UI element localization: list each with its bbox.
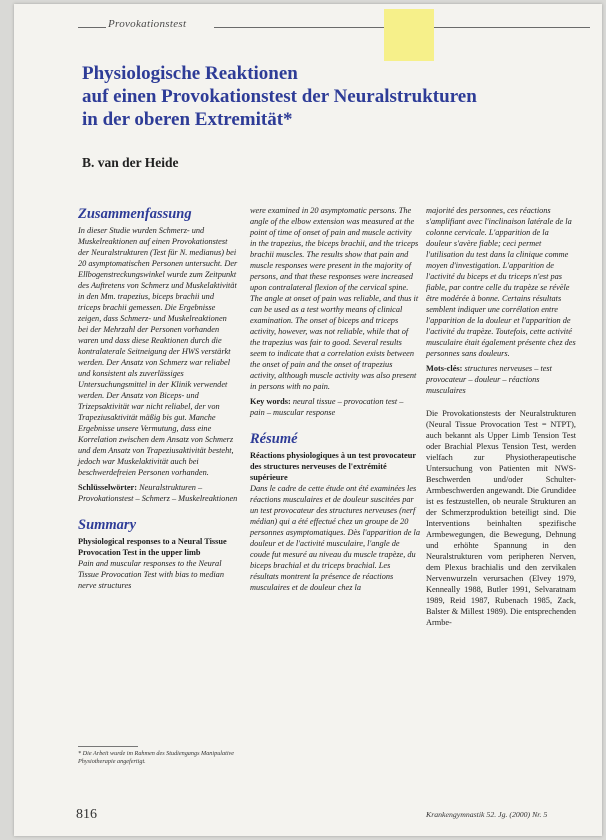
body-text-intro: Die Provokationstests der Neuralstrukturen (Neural Tissue Provocation Test = NTPT), auch bekannt als Upper Limb Tension Test oder Brachial Plexus Tension Test, werden vielfach zur Physiotherapeutische Untersuchung von Patienten mit NWS-Beschwerden und/oder Schulter-Armbeschwerden angewandt. Die Grundidee ist es festzustellen, ob neurale Strukturen an der Schmerzproduktion beteiligt sind. Die Interventions beinhalten spezifische Armbewegungen, die Bewegung, Dehnung und erhöhte Spannung in den Neuralstrukturen vom peripheren Nerven, dem Plexus brachialis und den zervikalen Nervenwurzeln verursachen (Elvey 1979, Kenneally 1988, Butler 1991, Selvaratnam 1989, Reid 1987, Rubenach 1985, Zack, Balster & Millest 1989). Die entsprechenden Armbe- [426,409,576,627]
author-name: B. van der Heide [82,155,179,170]
summary-text: Pain and muscular responses to the Neural Tissue Provocation Test with bias to median nerve structures [78,559,224,590]
column-middle [250,205,420,593]
journal-citation: Krankengymnastik 52. Jg. (2000) Nr. 5 [426,810,548,819]
keywords-de-label: Schlüsselwörter: [78,483,137,492]
title-line: Physiologische Reaktionen [82,63,298,84]
column-right [426,205,576,628]
column-left [78,205,238,591]
footnote: * Die Arbeit wurde im Rahmen des Studiengangs Manipulative Physiotherapie angefertigt. [78,750,235,765]
page-number: 816 [76,807,97,822]
resume-text: Dans le cadre de cette étude ont été examinées les réactions musculaires et de douleur suscitées par un test provocateur des structures nerveuses (nerf médian) qui a été effectué chez un groupe de 20 personnes asymptomatiques. Dès l'apparition de la douleur et de l'activité musculaire, l'angle de coude fut mesuré au niveau du muscle trapèze, du biceps brachial et du triceps brachial. Les résultats montrent la présence de réactions musculaires et de douleur chez la [250,484,421,592]
sticky-note [384,9,434,61]
keywords-en-label: Key words: [250,397,291,406]
journal-page [14,4,602,836]
resume-subtitle: Réactions physiologiques à un test provocateur des structures nerveuses de l'extrémité supérieure [250,451,416,482]
keywords-de [78,482,238,504]
keywords-fr-text: structures nerveuses – test provocateur – douleur – réactions musculaires [426,364,552,395]
summary-subtitle: Physiological responses to a Neural Tissue Provocation Test in the upper limb [78,537,227,557]
running-head: Provokationstest [108,18,187,30]
keywords-de-text: Neuralstrukturen – Provokationstest – Schmerz – Muskelreaktionen [78,483,238,503]
summary-heading: Summary [78,517,137,533]
article-title [82,62,562,131]
title-line: in der oberen Extremität* [82,109,293,130]
title-line: auf einen Provokationstest der Neuralstrukturen [82,86,477,107]
footnote-rule [78,746,138,747]
summary-text-continued: were examined in 20 asymptomatic persons. The angle of the elbow extension was measured at the point of time of onset of pain and muscle activity in the trapezius, the biceps brachii, and the triceps brachii muscles. The results show that pain and muscle responses were present in the majority of persons, and that these responses were increased upon contralateral flexion of the cervical spine. The angle at onset of pain was reliable, and thus it can be used as a test worthy means of clinical examination. The onset of biceps and triceps activity, however, was not reliable, while that of the trapezius was fair to good. Several results seem to indicate that a correlation exists between the onset of pain and the onset of trapezius activity, although muscle activity was also present in persons with no pain. [250,206,419,391]
keywords-en [250,396,420,418]
zusammenfassung-heading: Zusammenfassung [78,206,192,222]
resume-heading: Résumé [250,431,298,447]
keywords-en-text: neural tissue – provocation test – pain – muscular response [250,397,404,417]
keywords-fr-label: Mots-clés: [426,364,463,373]
keywords-fr [426,363,576,396]
running-head-rule-left [78,27,106,28]
resume-text-continued: majorité des personnes, ces réactions s'amplifiant avec l'inclinaison latérale de la colonne cervicale. L'apparition de la douleur s'avère fiable; ceci permet l'utilisation du test dans la clinique comme moyen d'investigation. L'apparition de l'activité du biceps et du triceps n'est pas fiable, par contre celle du trapèze se révèle être modérée à bonne. Certains résultats semblent indiquer une corrélation entre l'apparition de la douleur et l'apparition de l'activité du trapèze. Toutefois, cette activité musculaire était également présente chez des personnes sans douleurs. [426,206,576,358]
zusammenfassung-text: In dieser Studie wurden Schmerz- und Muskelreaktionen auf einen Provokationstest der Neuralstrukturen (Test für N. medianus) bei 20 asymptomatischen Personen untersucht. Der Ellbogenstreckungswinkel wurde zum Zeitpunkt des Auftretens von Schmerz und Muskelaktivität in den Mm. trapezius, biceps brachii und triceps brachii gemessen. Die Ergebnisse zeigen, dass Schmerz- und Muskelreaktionen bei der Mehrzahl der Personen vorhanden waren und dass diese Reaktionen durch die kontralaterale Seitneigung der HWS verstärkt werden. Der Ansatz von Schmerz war reliabel und konsistent als zuverlässiges Untersuchungsmittel in der Klinik verwendet werden. Der Ansatz von Biceps- und Trizepsaktivität war nicht reliabel, der von Trapeziusaktivität mäßig bis gut. Manche Ergebnisse unsere Vermutung, dass eine Korrelation zwischen dem Ansatz von Schmerz und dem Ansatz von Trapeziusaktivität besteht, jedoch war Muskelaktivität auch bei beschwerdefreien Personen vorhanden. [78,226,238,477]
